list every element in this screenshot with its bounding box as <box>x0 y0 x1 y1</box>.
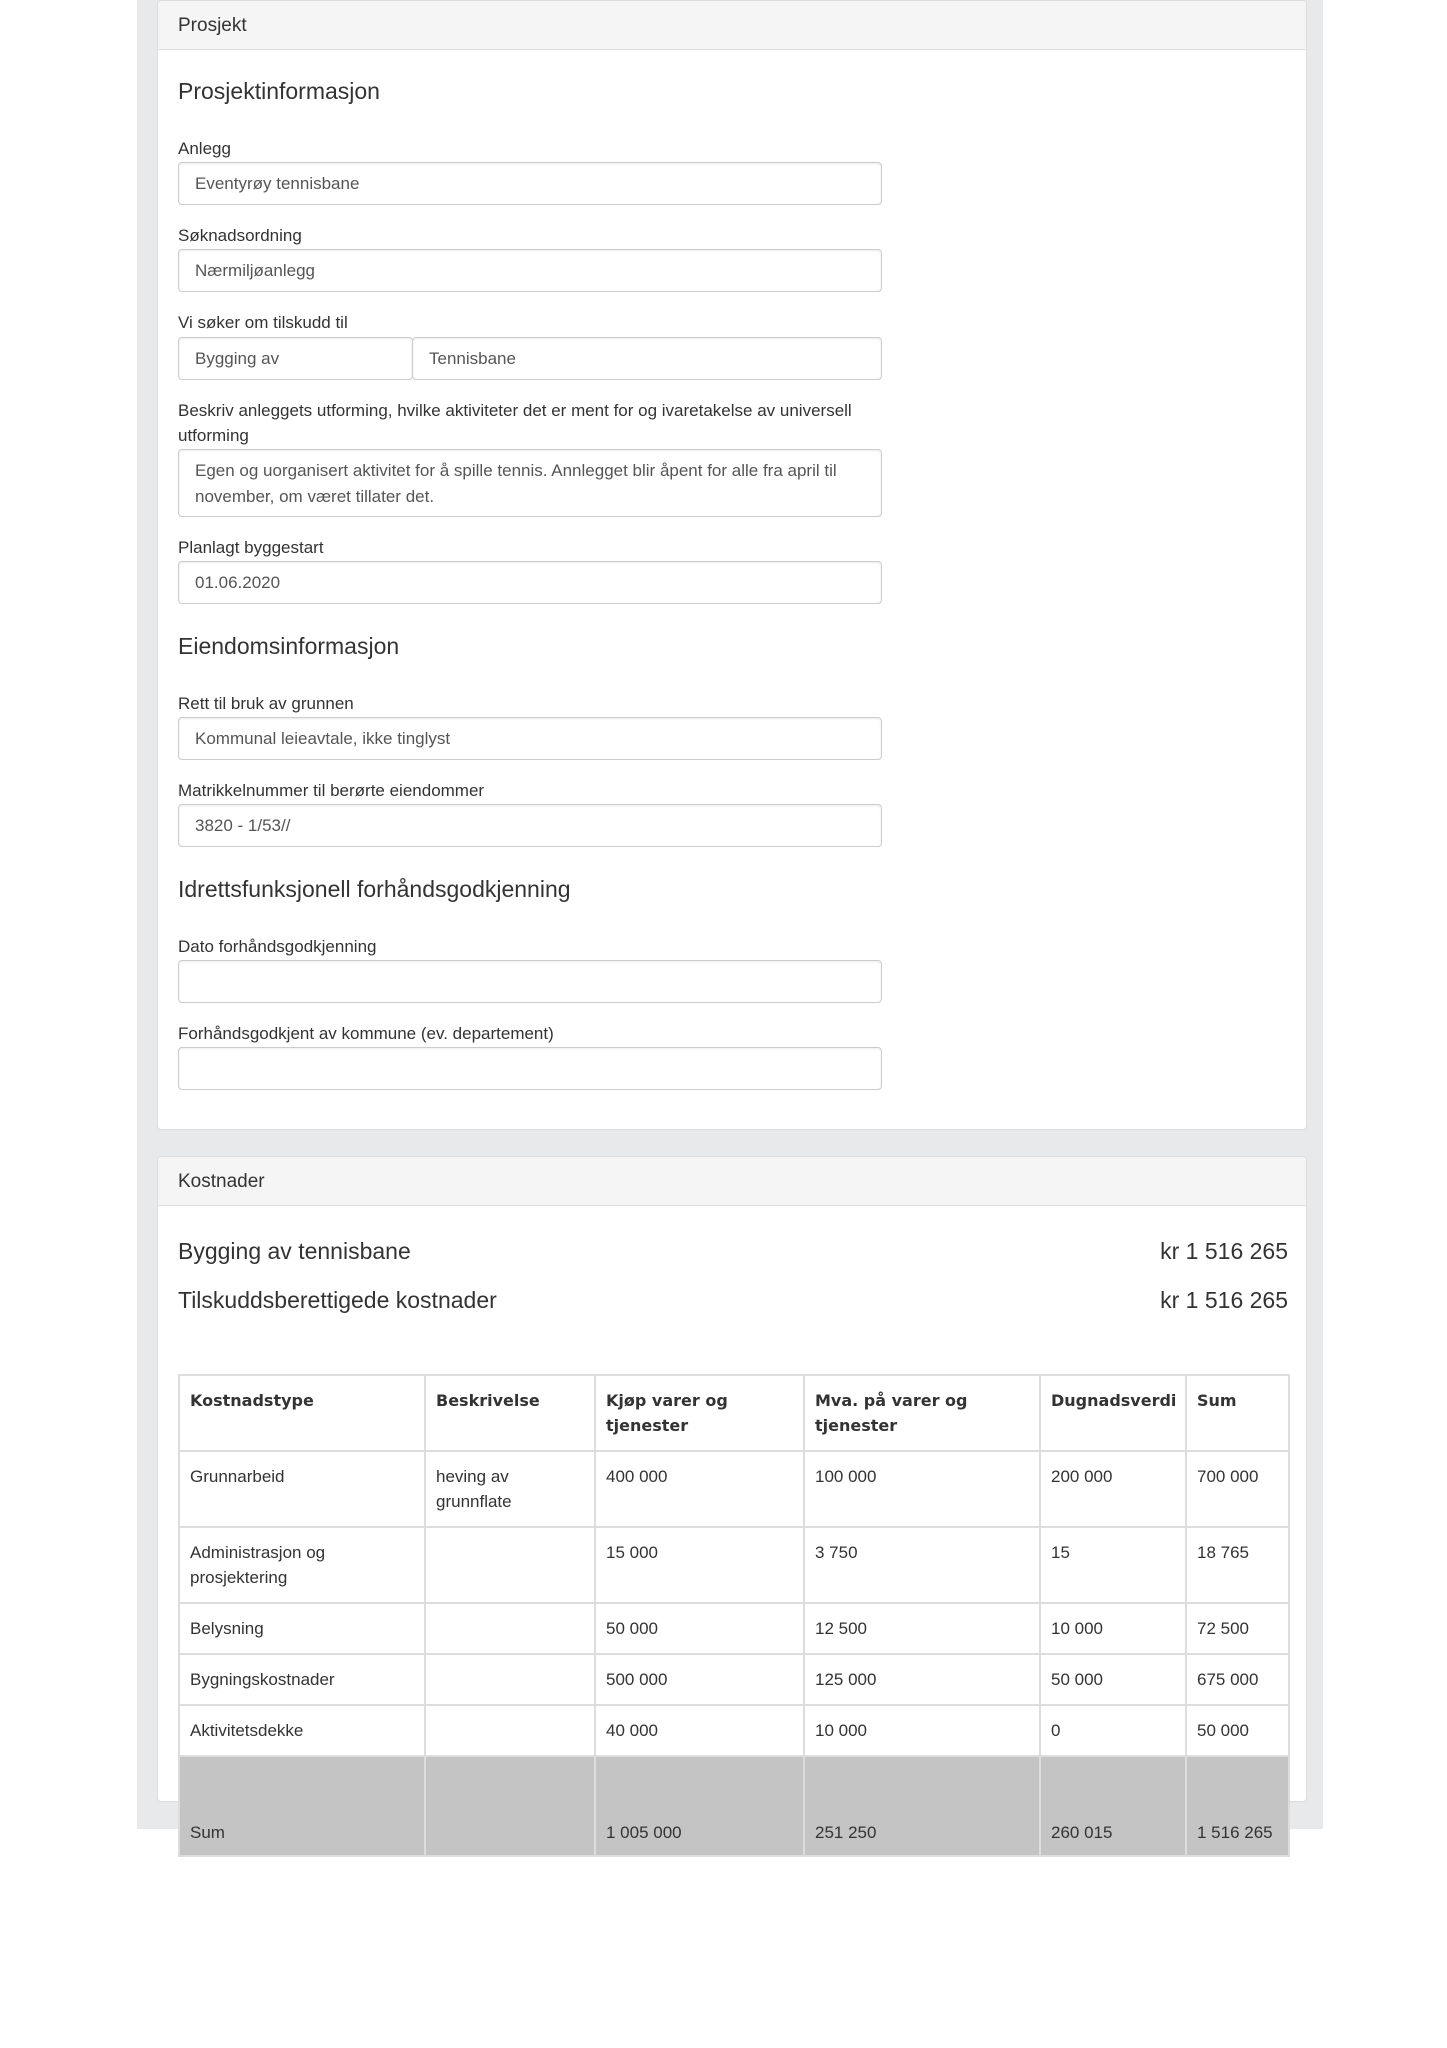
table-header-row <box>179 1375 1289 1451</box>
column-header: Dugnadsverdi <box>1040 1375 1186 1451</box>
table-row <box>179 1654 1289 1705</box>
table-row <box>179 1603 1289 1654</box>
table-cell <box>425 1756 595 1856</box>
table-cell: 1 005 000 <box>595 1756 804 1856</box>
column-header: Sum <box>1186 1375 1289 1451</box>
table-cell: 3 750 <box>804 1527 1040 1603</box>
table-cell: 500 000 <box>595 1654 804 1705</box>
rett-field[interactable]: Kommunal leieavtale, ikke tinglyst <box>178 717 882 760</box>
tilskudd-type-field[interactable]: Bygging av <box>178 337 413 380</box>
kostnader-panel-heading: Kostnader <box>158 1157 1306 1206</box>
beskriv-label: Beskriv anleggets utforming, hvilke aktiviteter det er ment for og ivaretakelse av universell utforming <box>178 401 852 445</box>
section-title-eiendomsinformasjon: Eiendomsinformasjon <box>178 633 400 659</box>
table-cell: 10 000 <box>1040 1603 1186 1654</box>
soknadsordning-field[interactable]: Nærmiljøanlegg <box>178 249 882 292</box>
tilskudd-object-field[interactable]: Tennisbane <box>412 337 882 380</box>
table-cell: 18 765 <box>1186 1527 1289 1603</box>
project-total-label: Bygging av tennisbane <box>178 1238 411 1264</box>
table-cell: 50 000 <box>1186 1705 1289 1756</box>
table-cell: 0 <box>1040 1705 1186 1756</box>
kostnader-panel <box>157 1156 1307 1842</box>
column-header: Kjøp varer og tjenester <box>595 1375 804 1451</box>
forhandsgodkjent-av-label: Forhåndsgodkjent av kommune (ev. departement) <box>178 1024 554 1043</box>
table-cell: Grunnarbeid <box>179 1451 425 1527</box>
table-cell: 50 000 <box>595 1603 804 1654</box>
table-cell: 15 <box>1040 1527 1186 1603</box>
table-cell <box>425 1705 595 1756</box>
forhandsgodkjent-av-field[interactable] <box>178 1047 882 1090</box>
soknadsordning-label: Søknadsordning <box>178 226 302 245</box>
table-cell: Sum <box>179 1756 425 1856</box>
table-cell: 260 015 <box>1040 1756 1186 1856</box>
anlegg-field[interactable]: Eventyrøy tennisbane <box>178 162 882 205</box>
table-row <box>179 1451 1289 1527</box>
table-cell: 251 250 <box>804 1756 1040 1856</box>
table-cell: 400 000 <box>595 1451 804 1527</box>
project-total-value: kr 1 516 265 <box>1160 1238 1288 1264</box>
table-cell: Aktivitetsdekke <box>179 1705 425 1756</box>
project-total-row <box>178 1236 1288 1266</box>
table-cell: 15 000 <box>595 1527 804 1603</box>
table-cell: 72 500 <box>1186 1603 1289 1654</box>
table-sum-row <box>179 1756 1289 1856</box>
table-cell: 675 000 <box>1186 1654 1289 1705</box>
column-header: Mva. på varer og tjenester <box>804 1375 1040 1451</box>
table-cell: 50 000 <box>1040 1654 1186 1705</box>
prosjekt-panel-heading: Prosjekt <box>158 1 1306 50</box>
prosjekt-panel <box>157 0 1307 1130</box>
rett-label: Rett til bruk av grunnen <box>178 694 354 713</box>
table-cell: 700 000 <box>1186 1451 1289 1527</box>
table-cell <box>425 1654 595 1705</box>
section-title-forhandsgodkjenning: Idrettsfunksjonell forhåndsgodkjenning <box>178 876 571 902</box>
table-cell: Bygningskostnader <box>179 1654 425 1705</box>
anlegg-label: Anlegg <box>178 139 231 158</box>
table-cell: 40 000 <box>595 1705 804 1756</box>
table-cell: 10 000 <box>804 1705 1040 1756</box>
dato-forhandsgodkjenning-field[interactable] <box>178 960 882 1003</box>
table-cell <box>425 1603 595 1654</box>
table-cell: heving av grunnflate <box>425 1451 595 1527</box>
table-cell: Administrasjon og prosjektering <box>179 1527 425 1603</box>
table-cell: 125 000 <box>804 1654 1040 1705</box>
matrikkel-label: Matrikkelnummer til berørte eiendommer <box>178 781 485 800</box>
table-row <box>179 1705 1289 1756</box>
table-cell: 100 000 <box>804 1451 1040 1527</box>
eligible-total-value: kr 1 516 265 <box>1160 1287 1288 1313</box>
beskriv-textarea[interactable]: Egen og uorganisert aktivitet for å spille tennis. Annlegget blir åpent for alle fra april til november, om været tillater det. <box>178 449 882 517</box>
byggestart-label: Planlagt byggestart <box>178 538 324 557</box>
byggestart-field[interactable]: 01.06.2020 <box>178 561 882 604</box>
tilskudd-label: Vi søker om tilskudd til <box>178 313 348 332</box>
table-row <box>179 1527 1289 1603</box>
table-cell: Belysning <box>179 1603 425 1654</box>
cost-table <box>178 1374 1290 1857</box>
dato-forhandsgodkjenning-label: Dato forhåndsgodkjenning <box>178 937 377 956</box>
table-cell: 12 500 <box>804 1603 1040 1654</box>
column-header: Beskrivelse <box>425 1375 595 1451</box>
table-cell: 1 516 265 <box>1186 1756 1289 1856</box>
column-header: Kostnadstype <box>179 1375 425 1451</box>
table-cell <box>425 1527 595 1603</box>
eligible-total-row <box>178 1285 1288 1315</box>
table-cell: 200 000 <box>1040 1451 1186 1527</box>
section-title-prosjektinformasjon: Prosjektinformasjon <box>178 78 380 104</box>
eligible-total-label: Tilskuddsberettigede kostnader <box>178 1287 497 1313</box>
matrikkel-field[interactable]: 3820 - 1/53// <box>178 804 882 847</box>
